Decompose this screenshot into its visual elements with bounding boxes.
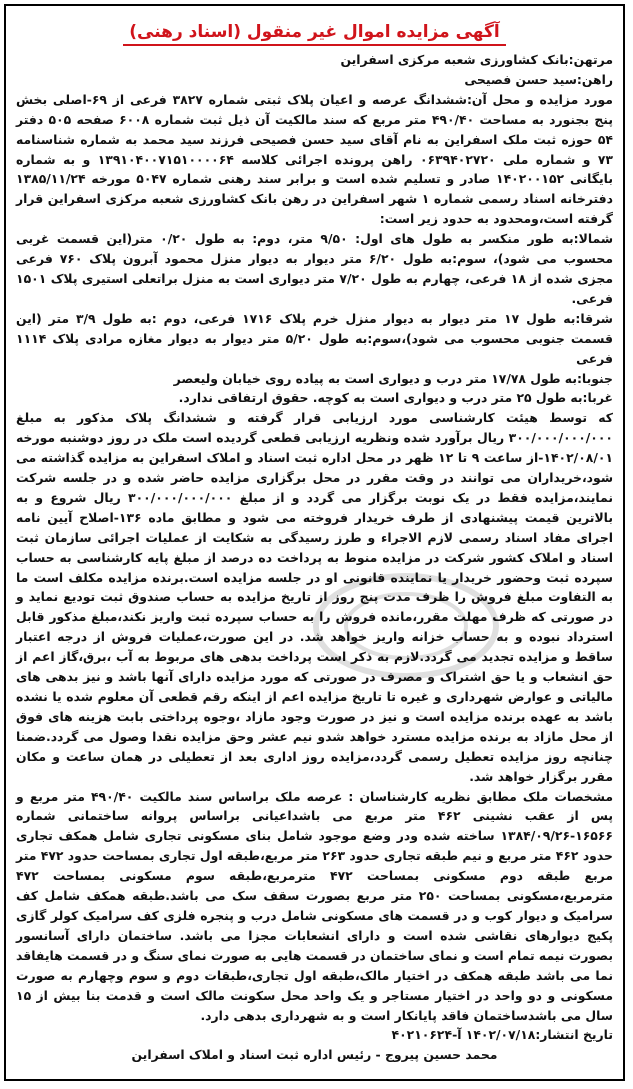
auction-notice — [6, 6, 623, 1065]
publish-date: تاریخ انتشار:۱۴۰۲/۰۷/۱۸ آ-۴۰۲۱۰۶۲۴ — [391, 1027, 613, 1043]
boundary-south: جنوبا:به طول ۱۷/۷۸ متر درب و دیواری است به پیاده روی خیابان ولیعصر — [173, 370, 613, 386]
boundary-west: غربا:به طول ۲۵ متر درب و دیواری است به کوچه. حقوق ارتفاقی ندارد. — [178, 390, 613, 406]
signature-line: محمد حسین پیروج - رئیس اداره ثبت اسناد و املاک اسفراین — [131, 1047, 498, 1063]
ad-frame — [4, 4, 625, 1081]
title-wrap — [16, 20, 613, 46]
notice-body — [16, 90, 613, 1026]
mortgagee-line: مرتهن:بانک کشاورزی شعبه مرکزی اسفراین — [340, 52, 613, 67]
boundary-north: شمالا:به طور منکسر به طول های اول: ۹/۵۰ متر، دوم: به طول ۰/۲۰ متر(این قسمت غربی محسوب می شود)، سوم:به طول ۶/۲۰ متر دیوار به دیوار منزل محمود آبرون پلاک ۷۶۰ فرعی مجزی شده از ۱۸ فرعی، چهارم به طول ۷/۲۰ متر دیواری است به منزل براتعلی استیری پلاک ۱۵۰۱ فرعی. — [16, 231, 614, 306]
mortgagor-line: راهن:سید حسن فصیحی — [464, 71, 613, 87]
notice-title: آگهی مزایده اموال غیر منقول (اسناد رهنی) — [123, 20, 505, 46]
boundary-east: شرقا:به طول ۱۷ متر دیوار به دیوار منزل خرم پلاک ۱۷۱۶ فرعی، دوم :به طول ۳/۹ متر (این قسمت جنوبی محسوب می شود)،سوم:به طول ۵/۲۰ متر دیوار به دیوار مغازه مرادی پلاک ۱۱۱۴ فرعی — [16, 310, 613, 366]
property-specifications: مشخصات ملک مطابق نظریه کارشناسان : عرصه ملک براساس سند مالکیت ۴۹۰/۴۰ متر مربع و پس از عقب نشینی ۴۶۲ متر مربع می باشداعیانی براساس پروانه ساختمانی شماره ۱۶۵۶۶-۱۳۸۴/۰۹/۲۶ ساخته شده ودر وضع موجود شامل بنای مسکونی تجاری شامل همکف تجاری حدود ۴۶۲ متر مربع و نیم طبقه تجاری حدود ۲۶۳ متر مربع،طبقه اول تجاری بمساحت حدود ۴۷۲ متر مربع طبقه دوم مسکونی بمساحت ۴۷۲ مترمربع،طبقه سوم مسکونی بمساحت ۴۷۲ مترمربع،مسکونی بمساحت ۲۵۰ متر مربع بصورت سقف سک می باشد.طبقه همکف شامل کف سرامیک و دیوار کوب و در قسمت های مسکونی شامل درب و پنجره فلزی کف سرامیک کولر گازی پکیج دیوارهای نقاشی شده است و دارای انشعابات مجزا می باشد. ساختمان دارای آسانسور بصورت نیمه تمام است و نمای ساختمان در قسمت هایی به صورت نمای سنگ و در قسمت هایفاقد نما می باشد طبقه همکف در اختیار مالک،طبقه اول تجاری،طبقات دوم و سوم وچهارم به صورت مسکونی و دو واحد در اختیار مستاجر و یک واحد محل سکونت مالک است و قدمت بنا بیش از ۱۵ سال می باشدساختمان فاقد پایانکار است و به شهرداری بدهی دارد. — [16, 788, 614, 1023]
property-description: مورد مزایده و محل آن:ششدانگ عرصه و اعیان پلاک ثبتی شماره ۳۸۲۷ فرعی از ۶۹-اصلی بخش پنج بجنورد به مساحت ۴۹۰/۴۰ متر مربع که سند مالکیت آن ذیل ثبت شماره ۶۰۰۸ صفحه ۵۰۵ دفتر ۵۴ حوزه ثبت ملک اسفراین به نام آقای سید حسن فصیحی فرزند سید محمد به شماره شناسنامه ۷۳ و شماره ملی ۰۶۳۹۴۰۲۷۲۰ راهن پرونده اجرائی کلاسه ۱۳۹۱۰۴۰۰۷۱۵۱۰۰۰۰۶۴ و به شماره بایگانی ۱۴۰۲۰۰۱۵۲ صادر و تسلیم شده است و برابر سند رهنی شماره ۵۰۴۷ مورخه ۱۳۸۵/۱۱/۲۴ دفترخانه اسناد رسمی شماره ۱ شهر اسفراین در رهن بانک کشاورزی شعبه مرکزی اسفراین قرار گرفته است،ومحدود به حدود زیر است: — [16, 91, 613, 227]
auction-terms: که توسط هیئت کارشناسی مورد ارزیابی قرار گرفته و ششدانگ پلاک مذکور به مبلغ ۳۰۰/۰۰۰/۰۰۰/۰۰۰ ریال برآورد شده ونظریه ارزیابی قطعی گردیده است ملک در روز دوشنبه مورخه ۱۴۰۲/۰۸/۰۱-از ساعت ۹ تا ۱۲ ظهر در محل اداره ثبت اسناد و املاک اسفراین به مزایده گذاشته می شود،خریداران می توانند در وقت مقرر در محل برگزاری مزایده حاضر شده و در جلسه شرکت نمایند،مزایده فقط در یک نوبت برگزار می گردد و از مبلغ ۳۰۰/۰۰۰/۰۰۰/۰۰۰ ریال شروع و به بالاترین قیمت پیشنهادی از طرف خریدار فروخته می شود و مطابق ماده ۱۳۶-اصلاح آیین نامه اجرای مفاد اسناد رسمی لازم الاجراء و طرز رسیدگی به شکایت از عملیات اجرائی سازمان ثبت اسناد و املاک کشور شرکت در مزایده منوط به پرداخت ده درصد از مبلغ پایه کارشناسی به حساب سپرده ثبت وحضور خریدار یا نماینده قانونی او در جلسه مزایده است.برنده مزایده مکلف است ما به التفاوت مبلغ فروش را ظرف مدت پنج روز از تاریخ مزایده به حساب صندوق ثبت تودیع نماید و در صورتی که ظرف مهلت مقرر،مانده فروش را به حساب سپرده ثبت واریز نکند،مبلغ مذکور قابل استرداد نبوده و به حساب خزانه واریز خواهد شد. در این صورت،عملیات فروش از درجه اعتبار ساقط و مزایده تجدید می گردد.لازم به ذکر است پرداخت بدهی های مربوط به آب ،برق،گاز اعم از حق انشعاب و یا حق اشتراک و مصرف در صورتی که مورد مزایده دارای آنها باشد و نیز بدهی های مالیاتی و عوارض شهرداری و غیره تا تاریخ مزایده اعم از اینکه رقم قطعی آن معلوم شده یا نشده باشد به عهده برنده مزایده است و نیز در صورت وجود مازاد ،وجوه پرداختی بابت هزینه های فوق از محل مازاد به برنده مزایده مسترد خواهد شدو نیم عشر وحق مزایده نقدا وصول می گردد.ضمنا چنانچه روز مزایده تعطیل رسمی گردد،مزایده روز اداری بعد از تعطیلی در همان ساعت و مکان مقرر برگزار خواهد شد. — [16, 410, 613, 784]
